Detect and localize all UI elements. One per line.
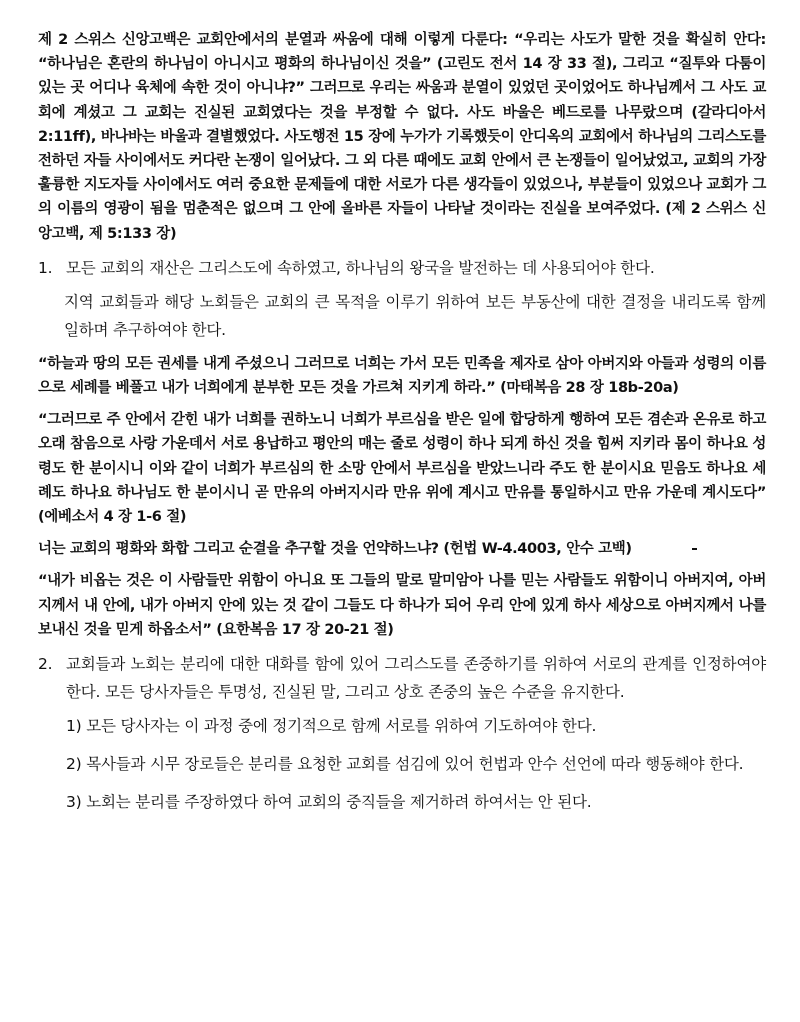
intro-paragraph: 제 2 스위스 신앙고백은 교회안에서의 분열과 싸움에 대해 이렇게 다룬다: “우리는 사도가 말한 것을 확실히 안다: “하나님은 혼란의 하나님이 아니시고 평화의 하나님이신 것을” (고린도 전서 14 장 33 절), 그리고 “질투와 다툼이 있는 곳 어디나 육체에 속한 것이 아니냐?” 그러므로 우리는 싸움과 분열이 있었던 곳이었어도 하나님께서 그 사도 교회에 계셨고 그 교회는 진실된 교회였다는 것을 부정할 수 없다. 사도 바울은 베드로를 나무랐으며 (갈라디아서 2:11ff), 바나바는 바울과 결별했었다. 사도행전 15 장에 누가가 기록했듯이 안디옥의 교회에서 하나님의 그리스도를 전하던 자들 사이에서도 커다란 논쟁이 일어났다. 그 외 다른 때에도 교회 안에서 큰 논쟁들이 일어났었고, 교회의 가장 훌륭한 지도자들 사이에서도 여러 중요한 문제들에 대한 서로가 다른 생각들이 있었으나, 부분들이 있었으나 교회가 그의 이름의 영광이 됨을 멈춘적은 없으며 그 안에 올바른 자들이 나타날 것이라는 진실을 보여주었다. (제 2 스위스 신앙고백, 제 5:133 장) bbox=[38, 32, 766, 242]
sub-item-3: 3) 노회는 분리를 주장하였다 하여 교회의 중직들을 제거하려 하여서는 안 된다. bbox=[66, 793, 592, 812]
scripture-quote-ephesians: “그러므로 주 안에서 갇힌 내가 너희를 권하노니 너희가 부르심을 받은 일에 합당하게 행하여 모든 겸손과 온유로 하고 오래 참음으로 사랑 가운데서 서로 용납하고 평안의 매는 줄로 성령이 하나 되게 하신 것을 힘써 지키라 몸이 하나요 성령도 한 분이시니 이와 같이 너희가 부르심의 한 소망 안에서 부르심을 받았느니라 주도 한 분이시요 믿음도 하나요 세례도 하나요 하나님도 한 분이시니 곧 만유의 아버지시라 만유 위에 계시고 만유를 통일하시고 만유 가운데 계시도다” (에베소서 4 장 1-6 절) bbox=[38, 412, 766, 526]
sub-item-1: 1) 모든 당사자는 이 과정 중에 정기적으로 함께 서로를 위하여 기도하여야 한다. bbox=[66, 717, 597, 736]
scripture-quote-matthew: “하늘과 땅의 모든 권세를 내게 주셨으니 그러므로 너희는 가서 모든 민족을 제자로 삼아 아버지와 아들과 성령의 이름으로 세례를 베풀고 내가 너희에게 분부한 모든 것을 가르쳐 지키게 하라.” (마태복음 28 장 18b-20a) bbox=[38, 355, 766, 397]
ordination-question-text: 너는 교회의 평화와 화합 그리고 순결을 추구할 것을 언약하느냐? (헌법 W-4.4003, 안수 고백) bbox=[38, 541, 632, 558]
item-text: 모든 교회의 재산은 그리스도에 속하였고, 하나님의 왕국을 발전하는 데 사용되어야 한다. bbox=[66, 258, 655, 277]
sub-item-2: 2) 목사들과 시무 장로들은 분리를 요청한 교회를 섬김에 있어 헌법과 안수 선언에 따라 행동해야 한다. bbox=[66, 755, 744, 774]
scripture-quote-john: “내가 비옵는 것은 이 사람들만 위함이 아니요 또 그들의 말로 말미암아 나를 믿는 사람들도 위함이니 아버지여, 아버지께서 내 안에, 내가 아버지 안에 있는 것 같이 그들도 다 하나가 되어 우리 안에 있게 하사 세상으로 아버지께서 나를 보내신 것을 믿게 하옵소서” (요한복음 17 장 20-21 절) bbox=[38, 573, 766, 638]
item-text: 교회들과 노회는 분리에 대한 대화를 함에 있어 그리스도를 존중하기를 위하여 서로의 관계를 인정하여야 한다. 모든 당사자들은 투명성, 진실된 말, 그리고 상호 존중의 높은 수준을 유지한다. bbox=[66, 655, 766, 702]
numbered-item-2 bbox=[38, 650, 766, 706]
numbered-item-1 bbox=[38, 254, 766, 282]
ordination-question bbox=[38, 537, 766, 561]
item-number: 2. bbox=[38, 655, 53, 674]
item-number: 1. bbox=[38, 258, 53, 277]
stray-mark bbox=[692, 548, 697, 550]
item1-detail: 지역 교회들과 해당 노회들은 교회의 큰 목적을 이루기 위하여 보든 부동산에 대한 결정을 내리도록 함께 일하며 추구하여야 한다. bbox=[64, 292, 766, 339]
